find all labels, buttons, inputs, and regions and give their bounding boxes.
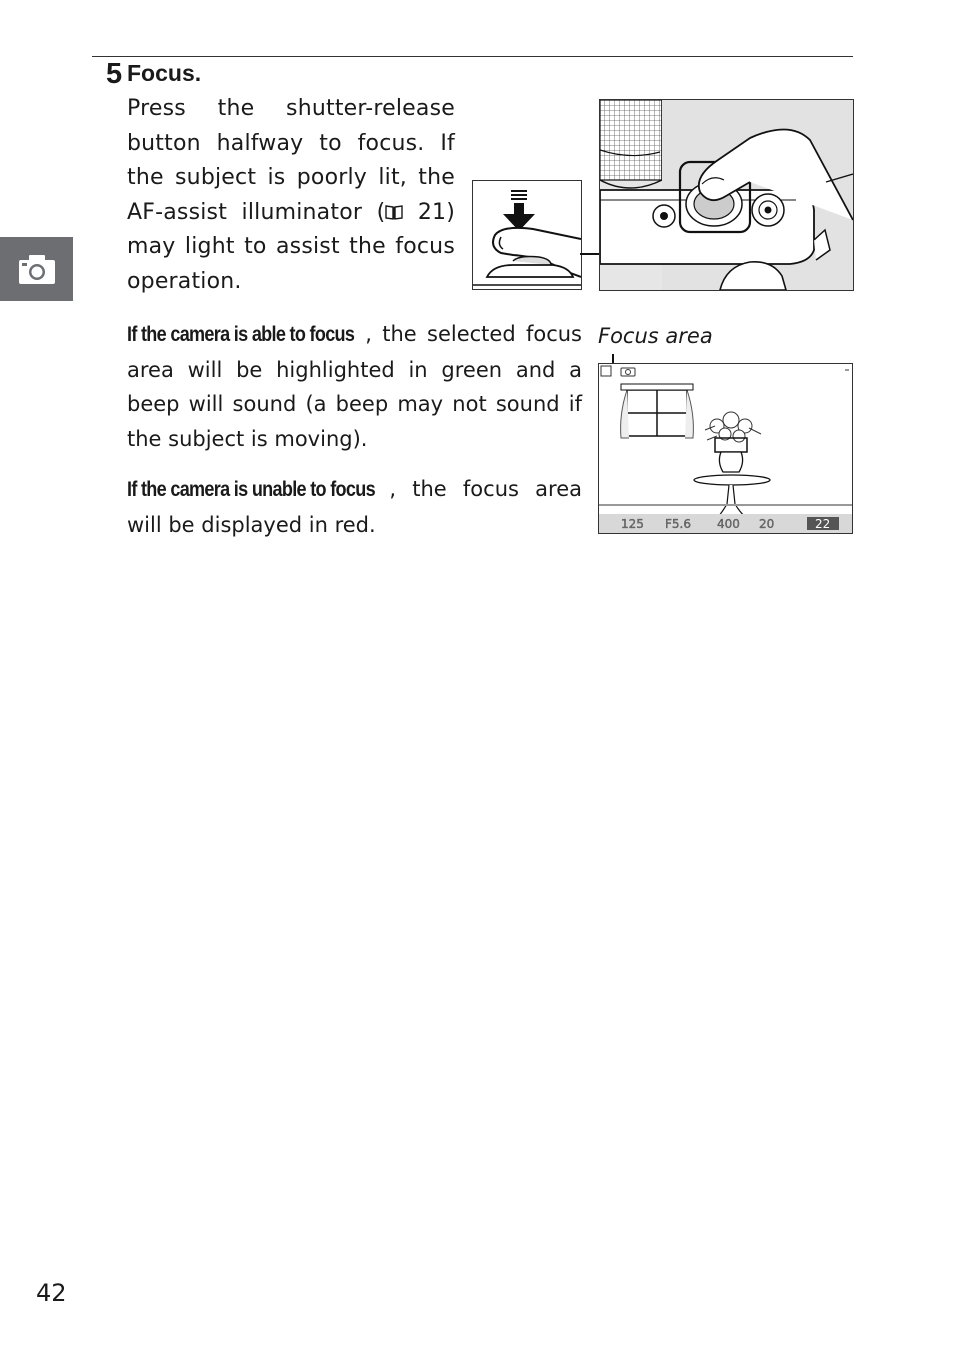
book-reference-icon [385,204,403,221]
focus-failure-heading: If the camera is unable to focus [127,478,375,501]
top-rule [92,56,853,57]
monitor-display-illustration [598,363,853,534]
focus-area-caption: Focus area [598,324,713,348]
page-number: 42 [36,1279,67,1307]
intro-paragraph [127,92,455,300]
focus-failure-paragraph [127,472,582,542]
shutter-speed-readout: 125 [621,517,644,531]
focus-success-heading: If the camera is able to focus [127,323,355,346]
iso-readout: 400 [717,517,740,531]
aperture-readout: F5.6 [665,517,691,531]
step-title: Focus. [127,60,202,86]
camera-icon [18,253,56,285]
camera-top-illustration [599,99,854,291]
half-press-illustration [472,180,582,290]
section-tab [0,237,73,301]
step-number: 5 [106,58,122,90]
time-readout: 20 [759,517,775,531]
intro-text-end: may light to assist the focus operation. [127,234,455,294]
focus-failure-text: , the focus area will be displayed in red. [127,477,582,537]
frames-remaining-readout: 22 [815,517,831,531]
intro-text: Press the shutter-release button halfway to focus. If the subject is poorly lit, the AF-assist illuminator ( [127,96,455,225]
focus-success-text: , the selected focus area will be highlighted in green and a beep will sound (a beep may not sound if the subject is moving). [127,322,582,451]
intro-ref-page: 21) [403,199,456,225]
focus-success-paragraph [127,317,582,456]
